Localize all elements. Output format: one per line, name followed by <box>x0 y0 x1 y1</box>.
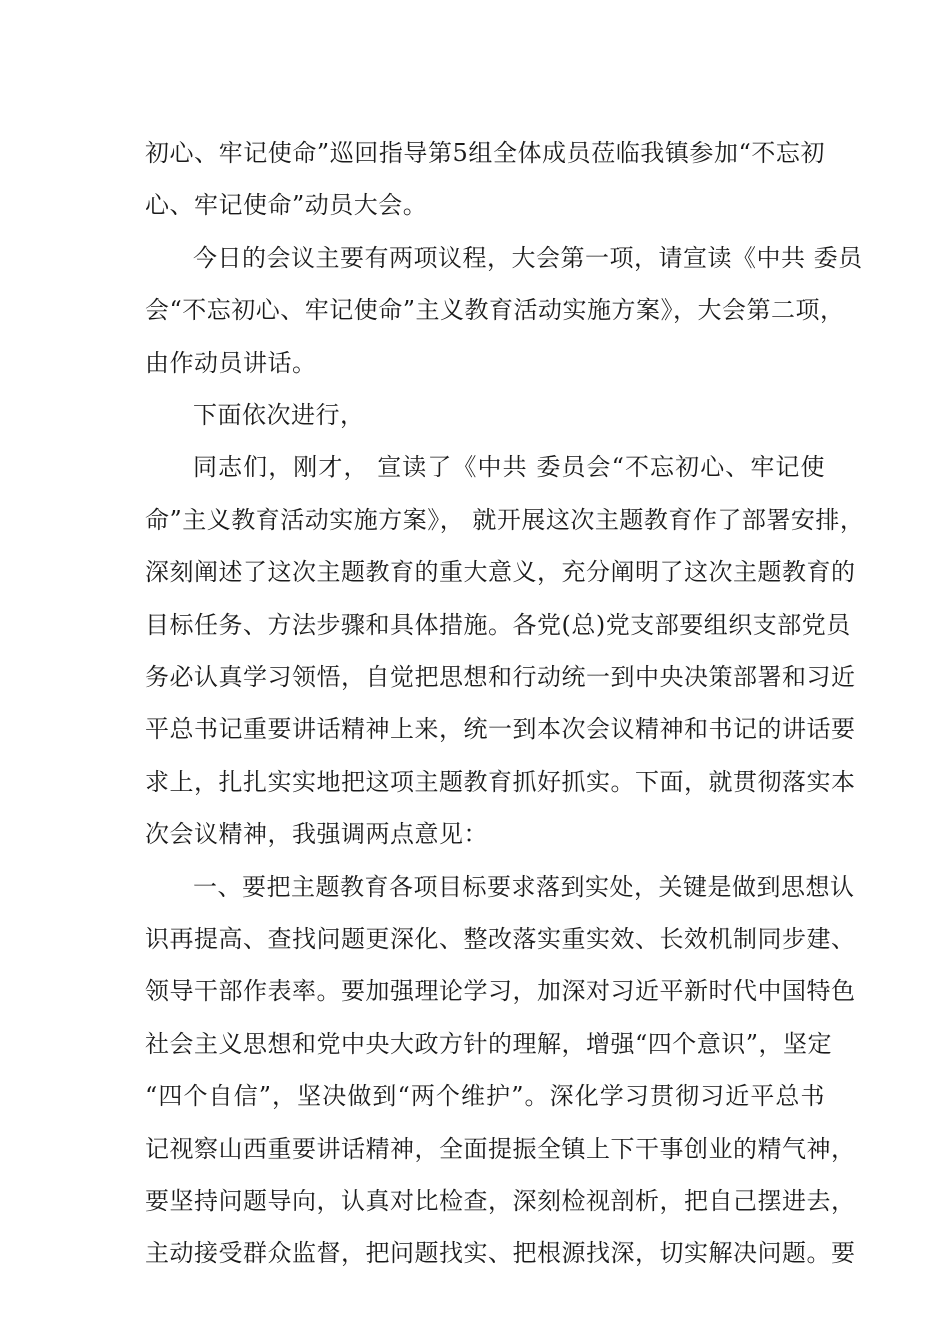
text-line: 次会议精神，我强调两点意见： <box>145 820 488 849</box>
text-line: 一、要把主题教育各项目标要求落到实处，关键是做到思想认 <box>193 872 855 901</box>
text-line: “四个自信”，坚决做到“两个维护”。深化学习贯彻习近平总书 <box>145 1082 825 1111</box>
text-line: 主动接受群众监督，把问题找实、把根源找深，切实解决问题。要 <box>145 1239 856 1268</box>
text-line: 会“不忘初心、牢记使命”主义教育活动实施方案》，大会第二项， <box>145 296 845 325</box>
text-line: 求上，扎扎实实地把这项主题教育抓好抓实。下面，就贯彻落实本 <box>145 767 856 796</box>
text-line: 记视察山西重要讲话精神，全面提振全镇上下干事创业的精气神， <box>145 1134 856 1163</box>
text-line: 平总书记重要讲话精神上来，统一到本次会议精神和书记的讲话要 <box>145 715 856 744</box>
text-line: 同志们，刚才， 宣读了《中共 委员会“不忘初心、牢记使 <box>193 453 825 482</box>
text-line: 深刻阐述了这次主题教育的重大意义，充分阐明了这次主题教育的 <box>145 558 856 587</box>
text-line: 由作动员讲话。 <box>145 348 317 377</box>
text-line: 下面依次进行， <box>193 401 365 429</box>
text-line: 命”主义教育活动实施方案》， 就开展这次主题教育作了部署安排， <box>145 505 865 534</box>
text-line: 初心、牢记使命”巡回指导第5组全体成员莅临我镇参加“不忘初 <box>145 139 825 167</box>
text-line: 心、牢记使命”动员大会。 <box>145 191 428 220</box>
text-line: 要坚持问题导向，认真对比检查，深刻检视剖析，把自己摆进去， <box>145 1187 856 1215</box>
text-line: 识再提高、查找问题更深化、整改落实重实效、长效机制同步建、 <box>145 925 856 953</box>
text-line: 目标任务、方法步骤和具体措施。各党(总)党支部要组织支部党员 <box>145 610 851 639</box>
text-line: 社会主义思想和党中央大政方针的理解，增强“四个意识”，坚定 <box>145 1029 833 1058</box>
text-line: 领导干部作表率。要加强理论学习，加深对习近平新时代中国特色 <box>145 977 856 1006</box>
text-line: 务必认真学习领悟，自觉把思想和行动统一到中央决策部署和习近 <box>145 663 856 691</box>
text-line: 今日的会议主要有两项议程，大会第一项，请宣读《中共 委员 <box>193 243 863 272</box>
